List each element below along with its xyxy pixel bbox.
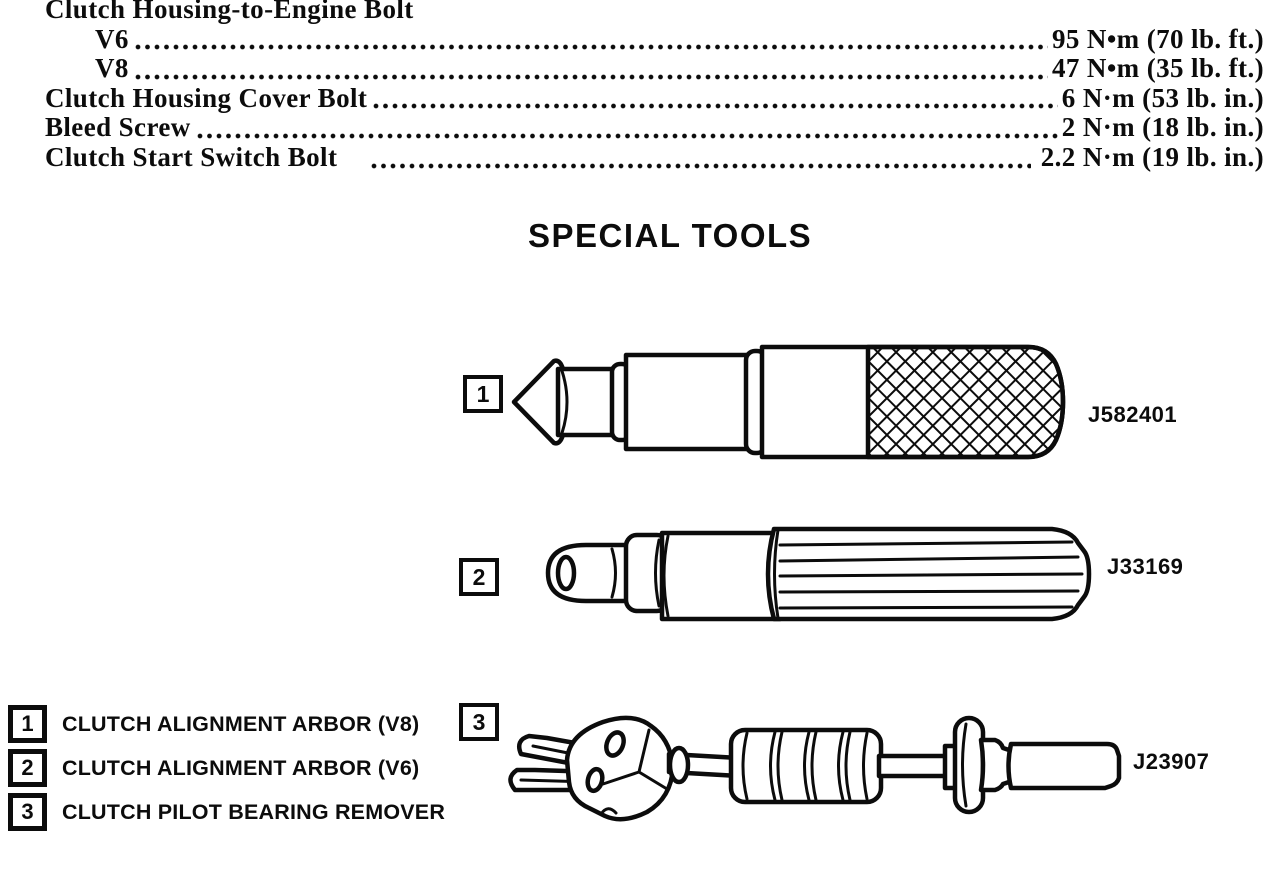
clutch-alignment-arbor-v8-drawing-icon bbox=[510, 343, 1066, 461]
legend-2-number-badge bbox=[8, 749, 47, 787]
spec-value: 2.2 N·m (19 lb. in.) bbox=[1040, 141, 1264, 172]
legend-3-number-badge bbox=[8, 793, 47, 831]
spec-label: Clutch Housing Cover Bolt bbox=[45, 82, 368, 113]
tool-1-part-number: J582401 bbox=[1088, 402, 1178, 427]
tool-3-part-number: J23907 bbox=[1133, 749, 1210, 774]
spec-value: 95 N•m (70 lb. ft.) bbox=[1051, 23, 1264, 54]
dot-leader bbox=[135, 74, 1048, 80]
spec-row bbox=[45, 25, 1264, 55]
tool-2-number-badge bbox=[459, 558, 499, 596]
spec-label: Bleed Screw bbox=[45, 112, 191, 143]
legend-1-label: CLUTCH ALIGNMENT ARBOR (V8) bbox=[62, 711, 420, 736]
legend-row-1 bbox=[8, 705, 419, 743]
spec-row bbox=[45, 113, 1264, 143]
legend-row-3 bbox=[8, 793, 445, 831]
spec-row bbox=[45, 0, 1264, 25]
spec-row bbox=[45, 143, 1264, 173]
section-heading: SPECIAL TOOLS bbox=[528, 217, 813, 254]
legend-1-number-badge bbox=[8, 705, 47, 743]
spec-value: 2 N·m (18 lb. in.) bbox=[1061, 112, 1264, 143]
legend-3-label: CLUTCH PILOT BEARING REMOVER bbox=[62, 799, 446, 824]
legend-3-number: 3 bbox=[21, 799, 34, 824]
spec-label: V8 bbox=[95, 53, 129, 84]
spec-label: Clutch Housing-to-Engine Bolt bbox=[45, 0, 414, 24]
legend-2-number: 2 bbox=[21, 755, 34, 780]
spec-row bbox=[45, 84, 1264, 114]
tool-1-number: 1 bbox=[476, 380, 490, 407]
tool-2-part-number: J33169 bbox=[1107, 554, 1184, 579]
spec-label: V6 bbox=[95, 23, 129, 54]
spec-row bbox=[45, 54, 1264, 84]
torque-spec-list bbox=[45, 0, 1264, 173]
dot-leader bbox=[373, 103, 1058, 109]
spec-value: 6 N·m (53 lb. in.) bbox=[1061, 82, 1264, 113]
spec-label: Clutch Start Switch Bolt bbox=[45, 141, 338, 172]
legend-1-number: 1 bbox=[21, 711, 34, 736]
tool-3-number-badge bbox=[459, 703, 499, 741]
clutch-alignment-arbor-v6-drawing-icon bbox=[512, 518, 1097, 632]
dot-leader bbox=[371, 163, 1030, 169]
tool-3-number: 3 bbox=[472, 708, 486, 735]
tool-1-number-badge bbox=[463, 375, 503, 413]
tool-2-number: 2 bbox=[472, 563, 486, 590]
legend-2-label: CLUTCH ALIGNMENT ARBOR (V6) bbox=[62, 755, 420, 780]
dot-leader bbox=[197, 133, 1058, 139]
legend-row-2 bbox=[8, 749, 419, 787]
spec-value: 47 N•m (35 lb. ft.) bbox=[1051, 53, 1264, 84]
clutch-pilot-bearing-remover-drawing-icon bbox=[503, 688, 1128, 828]
dot-leader bbox=[135, 44, 1048, 50]
